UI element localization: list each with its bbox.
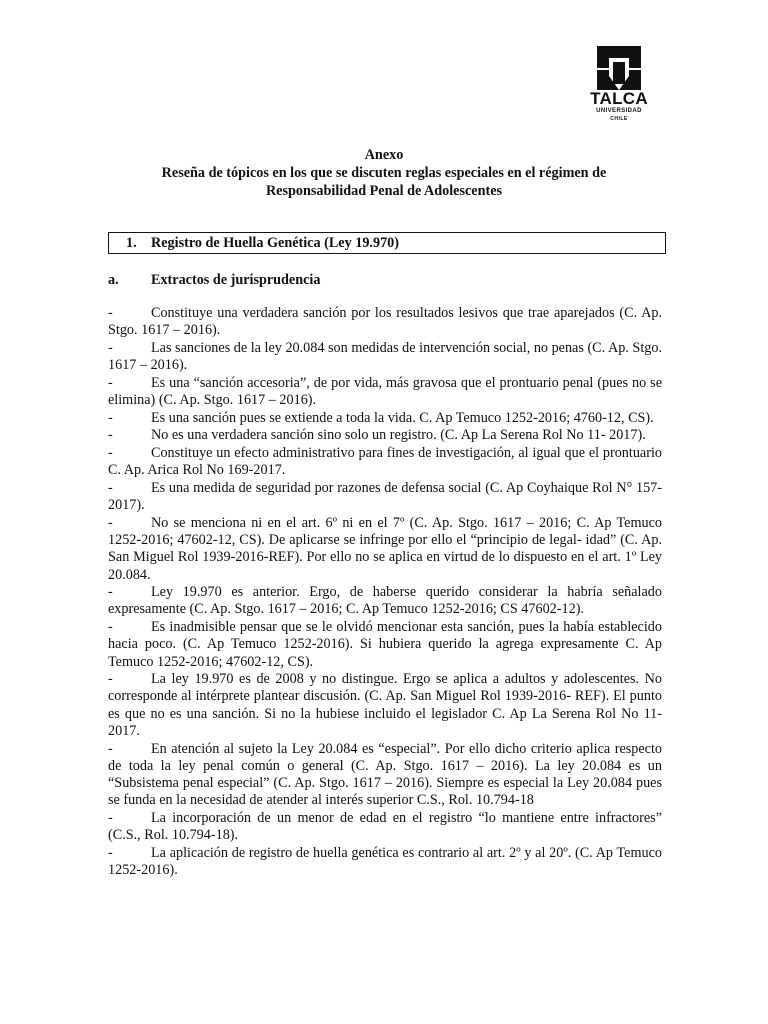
list-item <box>108 619 662 671</box>
list-item-text: Es inadmisible pensar que se le olvidó mencionar esta sanción, pues la había establecido hacia poco. (C. Ap Temuco 1252-2016). Si hubiera querido la agrega expresamente C. Ap Temuco 1252-2016; 47602-12, CS). <box>108 619 662 670</box>
list-item <box>108 480 662 514</box>
jurisprudence-list <box>108 305 662 880</box>
subsection-label: a. <box>108 272 119 288</box>
list-item-text: Constituye una verdadera sanción por los resultados lesivos que trae aparejados (C. Ap. Stgo. 1617 – 2016). <box>108 305 662 339</box>
list-item <box>108 375 662 409</box>
bullet-dash: - <box>108 339 113 356</box>
list-item <box>108 845 662 879</box>
logo-subtitle: UNIVERSIDAD <box>596 108 642 114</box>
list-item-text: La aplicación de registro de huella genética es contrario al art. 2º y al 20º. (C. Ap Temuco 1252-2016). <box>108 844 662 878</box>
list-item-text: Es una medida de seguridad por razones de defensa social (C. Ap Coyhaique Rol N° 157-2017). <box>108 480 662 514</box>
list-item <box>108 340 662 374</box>
list-item <box>108 671 662 740</box>
list-item <box>108 515 662 584</box>
bullet-dash: - <box>108 809 113 826</box>
list-item-text: Constituye un efecto administrativo para fines de investigación, al igual que el prontuario C. Ap. Arica Rol No 169-2017. <box>108 445 662 479</box>
bullet-dash: - <box>108 671 113 688</box>
heading-line-2: Reseña de tópicos en los que se discuten reglas especiales en el régimen de <box>161 165 607 181</box>
bullet-dash: - <box>108 427 113 444</box>
list-item <box>108 810 662 844</box>
bullet-dash: - <box>108 844 113 861</box>
list-item-text: Las sanciones de la ley 20.084 son medidas de intervención social, no penas (C. Ap. Stgo. 1617 – 2016). <box>108 339 662 374</box>
university-logo <box>586 46 652 126</box>
list-item-text: La ley 19.970 es de 2008 y no distingue. Ergo se aplica a adultos y adolescentes. No corresponde al intérprete plantear discusión. (C. Ap. San Miguel Rol 1939-2016- REF). El punto es que no es una sanción. Si no la hubiese incluido el legislador C. Ap La Serena Rol No 11-2017. <box>108 671 662 739</box>
bullet-dash: - <box>108 409 113 426</box>
list-item-text: No es una verdadera sanción sino solo un registro. (C. Ap La Serena Rol No 11- 2017). <box>151 427 646 444</box>
heading-line-3: Responsabilidad Penal de Adolescentes <box>265 183 503 199</box>
list-item-text: La incorporación de un menor de edad en el registro “lo mantiene entre infractores” (C.S., Rol. 10.794-18). <box>108 809 662 844</box>
bullet-dash: - <box>108 445 113 462</box>
logo-mark-icon <box>586 46 652 90</box>
list-item <box>108 305 662 339</box>
document-heading <box>110 146 658 200</box>
bullet-dash: - <box>108 619 113 636</box>
list-item <box>108 410 662 427</box>
list-item-text: Es una “sanción accesoria”, de por vida, más gravosa que el prontuario penal (pues no se elimina) (C. Ap. Stgo. 1617 – 2016). <box>108 374 662 409</box>
section-title-box <box>108 232 666 254</box>
list-item <box>108 445 662 479</box>
logo-wordmark: TALCA <box>590 89 648 108</box>
logo-country: CHILE <box>610 116 628 122</box>
heading-line-1: Anexo <box>364 147 404 163</box>
list-item <box>108 427 662 444</box>
bullet-dash: - <box>108 374 113 391</box>
bullet-dash: - <box>108 480 113 497</box>
subsection-title: Extractos de jurisprudencia <box>151 272 321 288</box>
list-item-text: Ley 19.970 es anterior. Ergo, de haberse querido considerar la habría señalado expresamente (C. Ap. Stgo. 1617 – 2016; C. Ap Temuco 1252-2016; CS 47602-12). <box>108 584 662 618</box>
bullet-dash: - <box>108 514 113 531</box>
bullet-dash: - <box>108 584 113 601</box>
list-item-text: Es una sanción pues se extiende a toda la vida. C. Ap Temuco 1252-2016; 4760-12, CS). <box>151 409 654 426</box>
bullet-dash: - <box>108 305 113 321</box>
section-number: 1. <box>126 235 137 251</box>
list-item-text: En atención al sujeto la Ley 20.084 es “especial”. Por ello dicho criterio aplica respecto de toda la ley penal común o general (C. Ap. Stgo. 1617 – 2016). La ley 20.084 es un “Subsistema penal especial” (C. Ap. Stgo. 1617 – 2016). Siempre es especial la Ley 20.084 pues se funda en la necesidad de atender al interés superior C.S., Rol. 10.794-18 <box>108 740 662 809</box>
list-item <box>108 584 662 618</box>
list-item-text: No se menciona ni en el art. 6º ni en el 7º (C. Ap. Stgo. 1617 – 2016; C. Ap Temuco 1252-2016; 47602-12, CS). De aplicarse se infringe por ello el “principio de legal- idad” (C. Ap. San Miguel Rol 1939-2016-REF). Por ello no se aplica en virtud de lo dispuesto en el art. 1º Ley 20.084. <box>108 514 662 583</box>
list-item <box>108 741 662 810</box>
bullet-dash: - <box>108 740 113 757</box>
section-title: Registro de Huella Genética (Ley 19.970) <box>151 235 399 251</box>
